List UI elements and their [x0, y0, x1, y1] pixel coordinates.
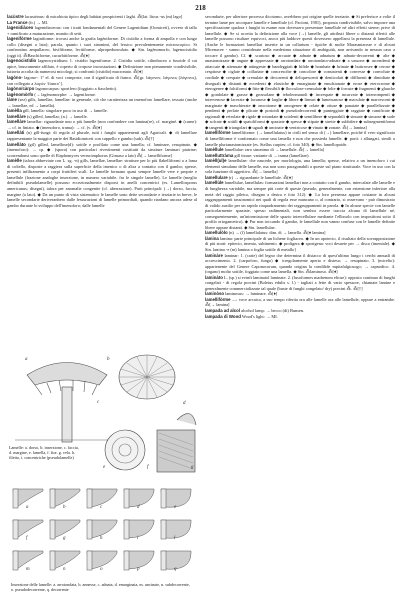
entry-headword: lamellulòlo	[205, 230, 228, 236]
gill-insertion-drawing	[48, 516, 86, 542]
figure-label-f: f	[147, 465, 149, 470]
dictionary-entry	[205, 180, 395, 230]
entry-definition: lagono-: 1° el. di voci composte, con il significato di fianco. ⁂[gr. λάγονον, λάγονος (λάγονος), con collegato a λαγών ‘fianco’].	[7, 75, 197, 86]
entry-definition: lagenocystidium: 1. cistidio lageniforme. 2. Cistidio sottile, cilindraceo o fusoide il cui apice, bruscamente affilato, è coperto di corpose incrostazioni. ◆ Definizione non pienamente condivisibile, tuttavia accolta da numerosi micologi; si confronti (cistidio) mucronato. ⁂[♦]	[7, 58, 197, 75]
gill-drawing-letter: m	[26, 567, 30, 572]
gill-insertion-drawing	[48, 547, 86, 573]
entry-headword: lamèll(ul)e	[205, 158, 227, 164]
gill-insertion-drawing	[48, 485, 86, 511]
dictionary-entry	[205, 130, 395, 147]
entry-headword: La France	[7, 19, 28, 25]
gill-drawing-letter: b	[63, 505, 66, 510]
gill-drawing-letter: l	[174, 536, 176, 541]
entry-definition: —: voce arcaica, a suo tempo riferita ora alle lamelle ora alle lamellule, oppure a entrambe. ⁂[→ lamina]	[205, 296, 395, 308]
gill-insertion-drawing	[85, 547, 123, 573]
dictionary-entry	[205, 275, 395, 292]
dictionary-entry	[7, 142, 197, 159]
entry-definition: (fr.) → MI.	[27, 19, 49, 25]
gill-insertion-drawing	[11, 485, 49, 511]
gill-drawing-letter: o	[100, 567, 103, 572]
entry-headword: lampada ad alcol	[205, 307, 241, 313]
entry-definition: Wood's light: → MI.	[240, 313, 278, 319]
entry-headword: lamelluttràma	[205, 152, 234, 158]
entry-headword: lagòno/càrpo	[7, 86, 35, 92]
entry-headword: lagènomòrfo	[7, 91, 34, 97]
figure-label-b: b	[107, 357, 110, 362]
gill-drawing-letter: f	[26, 536, 28, 541]
entry-headword: lamellàto	[7, 141, 26, 147]
gill-insertion-drawing	[159, 547, 197, 573]
entry-definition: gill, lamella: singolare poco in uso di → lamelle.	[21, 108, 108, 114]
entry-headword: lamèllule	[205, 147, 224, 153]
figure-label-a: a	[25, 357, 28, 362]
entry-headword: lagenidiàceo	[7, 25, 34, 31]
lamellae-figure	[7, 345, 197, 595]
entry-definition: lamellar: riguardante uno o più lamelle (non confondere con lamina(re), cf. marginé. ◆ (carne): → cf. in finiato. ◆ (imenoforo, trama): → cf. (v. ⁂[♦]	[7, 119, 197, 130]
gill-drawing-letter: c	[100, 505, 103, 510]
entry-headword: lamellàti	[7, 130, 25, 136]
entry-headword: lamèlla	[7, 108, 22, 114]
gill-drawing-letter: a	[26, 505, 29, 510]
dictionary-entry	[7, 130, 197, 141]
gill-drawing-letter: h	[100, 536, 103, 541]
entry-definition: laminar: 1. (carie) del legno che determina il distacco di quest'ultimo lungo i cerchi annuali di accrescimento. 2. (carpoforo, fungo) ◆ irregolarmente aperto e disteso; → resupinato. 3. (micelio): appartenente del Genere Caponocorum, quando origina la condilide mpitafalgiosogo; → capnodico. 4. (organo) molto sottile, foggiato come una lamella. ◆ Sin. ⁂laminoso. ⁂[♦]	[205, 252, 395, 275]
entry-definition: (sez) gills, lamellae, lamellae: in generale, ciò che caratterizza un imenoforo lamellare, tessuto (anche → lamellae, ed → lamella).	[7, 97, 197, 108]
entry-definition: (→ lagènomorphe: → lageniforme.	[33, 91, 96, 97]
entry-headword: lacùstre	[7, 14, 24, 19]
dictionary-entry	[205, 14, 395, 130]
entry-definition: (r) → riguardante le lamellule. ⁂[♦]	[227, 174, 293, 180]
gill-drawing-letter: d	[137, 505, 140, 510]
dictionary-entry	[7, 36, 197, 58]
entry-headword: lamellùle	[205, 180, 224, 186]
dictionary-entry	[7, 119, 197, 130]
entry-definition: lamelliforme: (→ lamellulatus) in cirili nel senso di (→) lamellare, poiché il vero significato di lamelliforme è conformato come una lamella e non che possieda lamelle. ◆ porti: i allungati, simili a lamelle plurianastomizzate (es. Stellus carpies; cf. foto 340). ◆ Sin. lamellopoide.	[205, 130, 395, 147]
entry-definition: alcohol lamp: → becco (di) Bunsen.	[240, 307, 305, 313]
gill-drawing-letter: e	[174, 505, 177, 510]
entry-headword: lagòno-	[7, 75, 23, 81]
entry-definition: (s) gilled, lamellar; (n.) → lamelle.	[25, 113, 88, 119]
figure-label-d: d	[183, 401, 186, 406]
entry-headword: laminàre	[205, 252, 223, 258]
entry-headword: lamellàre	[7, 119, 26, 125]
entry-definition: lagonocarpus: sporifero (foggiato a fiaschetto).	[34, 86, 118, 92]
entry-definition: secondarie, per ulteriore processo dicotomo, avrebbero poi origine quelle terziarie. ◆ Si preferisce a volte il termine lame per accorpare lamelle e lamellule (cf. Pacioni, 1981), proposta condivisibile, salvo imporre una specificazione qualora i funghi in esame non dovessero presentare lamellule né altri effetti sterne; prive di lamellule. ◆ Se si accetta la definizione alla voce (→) lamelle, gli attributi libere o distanti riferiti alle lamelle possono risultare equivoci, ancor più laddove questi dovessero appellarsi la presenza di lamellule. (Anche le formazioni lamellari inserite in un collarium - tipiche di molte Marasmiaceae e di alcuni Micenacee - vanno considerate nella medesima situazione di ambiguità, non arrivando in nessun caso a toccare il gambo). Cf. ◆ scarioso ◆ arcuate ◆ adnate ◆ adnatum ◆ adnato-decorrenti ◆ alte ◆ anastomizzate ◆ angute ◆ appressate ◆ arrotondate ◆ arrotondato-adnate ◆ a sassone ◆ ascendenti ◆ attaccate ◆ attenuate ◆ attingente ◆ bandeggiati ◆ bifide ◆ bombate ◆ brinate ◆ butirrosee ◆ cerose ◆ cespitose ◆ ciglate ◆ collariate ◆ concrescibe ◆ concolore ◆ consistenti ◆ convesse ◆ convolute ◆ cordiale ◆ crespate ◆ crenulate ◆ decorrenti ◆ deliquescenti ◆ denticolati ◆ diffluenti ◆ dimidiate ◆ diseguali ◆ distanti ◆ eccedenti ◆ elastiche ◆ emarginate ◆ emulsionate ◆ erose ◆ eterocrome ◆ eterogenee ◆ falciformi ◆ fitte ◆ flessibili ◆ flocculose-cremulate ◆ folte ◆ forcute ◆ fragmenti ◆ glauche ◆ gondolate ◆ grasse ◆ grossolane ◆ ieboleomanoli ◆ increspate ◆ incurvate ◆ interrompentì ◆ intervenose ◆ lacerate ◆ lacunose ◆ larghe ◆ libere ◆ lineari ◆ lumeisanose ◆ maculate ◆ marcescent ◆ marginate ◆ maschierate ◆ omcoiome ◆ omogenee ◆ orlate ◆ ottuse ◆ panaiate ◆ parallelizzate ◆ pendenti ◆ perlate ◆ plicate ◆ porioidi ◆ pseudodecorrenti ◆ punteggiate ◆ raggiate ◆ ramificate ◆ ragionali ◆ retrolate ◆ rigide ◆ rotondate ◆ sciolenti ◆ semilibere ◆ separabili ◆ sinuate ◆ sinuose ◆ sode ◆ solcate ◆ sottili ◆ spatoliformi ◆ spaziate ◆ spesse ◆ stipate ◆ strette ◆ subbifere ◆ subsegmentiformi ◆ tangenti ◆ triangolari ◆ uguali ◆ uncinate ◆ ventricose ◆ vinato ◆ zonate. ⁂[→ lamina]	[205, 14, 395, 130]
entry-headword: làme	[7, 97, 17, 103]
figure-label-e: e	[103, 465, 106, 470]
page-number: 218	[195, 4, 206, 12]
entry-definition: lagenidiaceous: con i tratti fondamentali del Genere Lagenidium (Oomiceti), ovvero di tallo + ramificato a maturazione, munito di setti.	[7, 25, 197, 36]
figure-caption: Inserzione delle lamelle: a. arrotondata, b. annesse, c. adnata, d. emarginata, m. uncinate, n. subdecorrente, o. pseudodecorrente, q. decorrente	[11, 582, 190, 593]
gill-insertion-drawing	[122, 547, 160, 573]
entry-definition: L. (sp.) si evinfi laminatol laminate. 2. (fusoformes madrenom elicue): opposto continuo di funghi congelati - di regola porcini (Boletus edulis s. l.) - tagliati a fette di vario spessore, chiamate lamine e generalmente commercializzate tal quale (buste di funghi congelato/ dry) porcini ⁂. ⁂[†]	[205, 274, 395, 291]
entry-definition: lamellulae: raro sinonimo di → lamellule. ⁂[→ lamella]	[223, 147, 325, 153]
entry-headword: lamellifòrme	[205, 296, 231, 302]
gill-insertion-drawing	[85, 516, 123, 542]
left-column	[7, 14, 197, 208]
dictionary-entry	[7, 75, 197, 86]
figure-label-c: c	[97, 400, 100, 405]
gill-drawing-letter: g	[63, 536, 66, 541]
entry-headword: laminòso	[205, 291, 225, 297]
figure-label-g: g	[191, 465, 194, 470]
gill-drawing-letter: n	[63, 567, 66, 572]
right-column	[205, 14, 395, 319]
entry-definition: lamellulae, lamellulas: formazioni lamellari non a contatto con il gambo, intercalate alle lamelle e di lunghezza variabile, ma sempre più corte di queste (pseudo, generalmente, con estensione inferiore alla metà del raggio pileico, disegno a destra e foto 312). ◆ La loro presenza appare costante in alcuni raggruppamenti tassonomici nei quali di regola esse mancano o, al contrario, si osservano - può dimostrato di valido ausilio per un rapido riaquadramento dei raggruppamenti in parola. ◆ In alcune specie con lamelle particolarmente spaziate, spesso radimentali, non sembra essere traccia alcuna di lamellule né, conseguentemente, un'intromissione delle spazio intercellulare mediante l'ellissolo con impositioni sotto il profilo ortogametico). ◆ Pur non toccando il gambo, le lamellule non vanno confuse con le lamelle definite libere oppure distanti. ◆ Sin. lamellulae.	[205, 180, 395, 230]
gill-insertion-drawing	[85, 485, 123, 511]
dictionary-entry	[7, 58, 197, 75]
entry-headword: lamellifòrme	[205, 130, 231, 136]
dictionary-entry	[205, 297, 395, 308]
gill-drawing-letter: q	[174, 567, 177, 572]
entry-definition: (gil) gilled, lamellose(d): sottile e profilato come una lamella; cf. laminare, resupinato. ◆ (imenoforo): → cp. ◆ (spora) con particolari rivestimenti costituiti da strutture laminari piatrine; scorrendonsi sono quelle di Elaphomyces verrucimphorus (Gimaso a lato) ⁂[→ lamelliforme]	[7, 141, 197, 158]
entry-definition: gill tissue: variante di → trama (lamellare).	[233, 152, 310, 158]
entry-definition: (talora abbreviate con L. sg. -n) gills, lamellae, lamellae: strutture per lo più flabelliformi o a lama di coltello, disposte a raggiera sulla superficie della imenico o di altra a contatto con il gambo; spesse, presenti infiltramento a corpi fruttiferi scalì. Le lamelle formano quasi sempre lamelle vere e proprie e lamellule (frazione analoghe inserzione, in numero variabile, fra le singole lamelle). Le lamelle (meglio definibili pseudolamelle) possono eccezionalmente disporsi in anelli concentrici (es. Lamellosporus americanus; disegni), talora per anomalie congenite (cf. aberrazione). Parti principali: (→) dorso, faccia, margine (a lato). ◆ Da un punto di vista sistematico le lamelle sono dette secondarie e terziarie in breve, le lamelle secondarie deriveranbero dalle fessurazioni di lamelle primordiali, quando riardano ancora adese al gambo durante lo sviluppo dell'imenoforo; dalle lamelle	[7, 158, 197, 208]
entry-headword: lamellàre	[7, 113, 26, 119]
gill-drawing-letter: p	[137, 567, 140, 572]
dictionary-entry	[7, 158, 197, 208]
gill-insertion-drawing	[11, 516, 49, 542]
entry-definition: lamellulae: che nascede, per morfologia, una lamella; spesse, relativa a un imenoforo i cui elementi simulano delle lamelle, ma non sono paragonabili a queste sul piano strutturale. Voce in uso con la sola funzione di aggettivo. ⁂[→ lamella]	[205, 158, 395, 175]
gill-insertion-drawing	[11, 547, 49, 573]
dictionary-entry	[205, 314, 395, 320]
entry-definition: laginiforme: trovasi anche la grafia lagèniforme. Di cistidio a forma di ampolla e con lungo collo (disegni a lato); parola, quanto i suoi sinonimi, del lessico prevalentemente microscopico. Si confrontino ampullaceo, biviliforme, lecitiforme, ulpropedunculato. ◆ Sin. lagènomorfo, lagenocistidio (oggi it). ⁂Baschiforme, cucurbitiforme. ⁂[♦]	[7, 36, 197, 58]
dictionary-entry	[7, 97, 197, 108]
entry-definition: (n) gill-fungi: di regola al plurale, tutti i funghi appartenenti agli Agaricali. ◆ di lamellare rappresentante la maggior parte dei Basidiomiceti con cappello e gambo (sub). ⁂[†]	[7, 130, 197, 142]
entry-headword: lagenocistìdio	[7, 58, 37, 64]
entry-headword: lagenifòrme	[7, 36, 32, 42]
entry-headword: lamèlle	[7, 158, 22, 164]
entry-definition: laminosus: → laminare. ⁂[♦]	[224, 291, 278, 297]
gill-insertion-drawing	[159, 516, 197, 542]
entry-headword: laminàto	[205, 274, 223, 280]
entry-headword: làmina	[205, 235, 219, 241]
entry-headword: lampada di Wood	[205, 313, 241, 319]
dictionary-entry	[205, 253, 395, 275]
figure-legend: Lamelle: a. dorso, b. inserzione, c. faccia, d. margine, e. lamella, f. fior. g. vela. h. filetto, i. concentriche (pseudolamelle)	[9, 445, 79, 461]
entry-definition: lacustrinus: di micobiota tipico degli habitat prospicienti i laghi. ⁂[lat. lăcus -us (m) lago]	[23, 14, 183, 19]
gill-insertion-drawing	[159, 485, 197, 511]
entry-headword: lamellulare	[205, 174, 228, 180]
gill-insertion-drawing	[122, 516, 160, 542]
dictionary-entry	[205, 236, 395, 253]
entry-definition: lamina: parte principale di un lichene fogliaceo. ◆ In un apotecio, il risultato della sovrapposizione di più strati: epitecio, imenio, subimenio. ◆ proligera ◆ sporigena: voci desuete per → disco (imeniale). ◆ Sin. lamina -e (m) lamina o foglia sottile di metallo]	[205, 235, 395, 252]
dictionary-entry	[7, 25, 197, 36]
gill-drawing-letter: i	[137, 536, 139, 541]
entry-definition: (n) → (f) lamellulatus: dim. di → lamella. ⁂[♦ lamina]	[227, 230, 326, 236]
gill-insertion-drawing	[122, 485, 160, 511]
dictionary-entry	[205, 158, 395, 175]
